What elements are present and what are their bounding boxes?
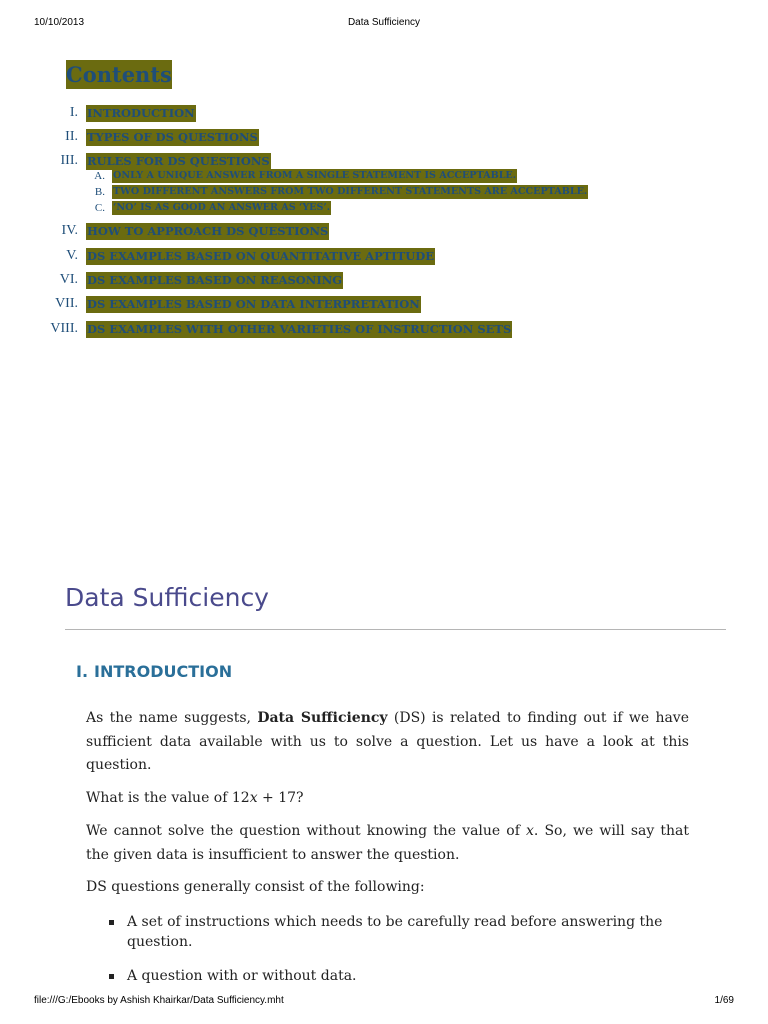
toc-subitem-letter: A. bbox=[94, 170, 105, 182]
section-heading bbox=[76, 660, 232, 684]
toc-item bbox=[0, 245, 768, 267]
list-item bbox=[86, 966, 689, 986]
toc-item bbox=[0, 102, 768, 124]
toc-link-two-different-answers[interactable]: TWO DIFFERENT ANSWERS FROM TWO DIFFERENT STATEMENTS ARE ACCEPTABLE. bbox=[113, 186, 588, 197]
bullet-text: A question with or without data. bbox=[127, 968, 357, 984]
intro-bold-term: Data Sufficiency bbox=[257, 710, 388, 726]
toc-link-unique-answer[interactable]: ONLY A UNIQUE ANSWER FROM A SINGLE STATEMENT IS ACCEPTABLE. bbox=[113, 170, 517, 181]
document-title: Data Sufficiency bbox=[65, 583, 269, 612]
toc-heading: Contents bbox=[66, 62, 172, 87]
intro-paragraph bbox=[86, 707, 689, 778]
intro-text-end: (DS) is related to finding out if we have sufficient data available with us to solve a question. Let us have a look at this question. bbox=[86, 710, 690, 773]
toc-link-reasoning[interactable]: DS EXAMPLES BASED ON REASONING bbox=[87, 273, 343, 287]
toc-subitem bbox=[0, 184, 768, 200]
print-page-number: 1/69 bbox=[714, 995, 734, 1006]
print-file-path: file:///G:/Ebooks by Ashish Khairkar/Data Sufficiency.mht bbox=[34, 995, 284, 1006]
toc-link-quantitative-aptitude[interactable]: DS EXAMPLES BASED ON QUANTITATIVE APTITUDE bbox=[87, 249, 434, 263]
toc-item bbox=[0, 220, 768, 242]
toc-item bbox=[0, 269, 768, 291]
print-title: Data Sufficiency bbox=[347, 17, 421, 28]
toc-item-number: VI. bbox=[59, 272, 78, 287]
question-paragraph bbox=[86, 787, 689, 811]
bullet-square-icon bbox=[109, 974, 114, 979]
print-footer bbox=[0, 995, 768, 1011]
print-header bbox=[0, 17, 768, 33]
toc-item-number: IV. bbox=[61, 223, 78, 238]
toc-item-number: V. bbox=[66, 248, 78, 263]
toc-link-how-to-approach[interactable]: HOW TO APPROACH DS QUESTIONS bbox=[87, 224, 329, 238]
toc-item bbox=[0, 318, 768, 340]
question-text-start: What is the value of 12 bbox=[86, 790, 250, 806]
toc-item-number: VIII. bbox=[50, 321, 78, 336]
title-divider bbox=[65, 629, 726, 630]
toc-item bbox=[0, 293, 768, 315]
print-date: 10/10/2013 bbox=[34, 17, 85, 28]
toc-subitem-letter: C. bbox=[94, 202, 105, 214]
toc-link-rules-for-ds-questions[interactable]: RULES FOR DS QUESTIONS bbox=[87, 154, 270, 168]
insufficient-text-start: We cannot solve the question without knowing the value of bbox=[86, 823, 526, 839]
toc-item-number: II. bbox=[65, 129, 78, 144]
toc-subitem bbox=[0, 168, 768, 184]
toc-item bbox=[0, 126, 768, 148]
toc-subitem bbox=[0, 200, 768, 216]
insufficient-variable: x bbox=[526, 823, 534, 839]
section-title: INTRODUCTION bbox=[94, 662, 233, 681]
toc-link-introduction[interactable]: INTRODUCTION bbox=[87, 106, 195, 120]
question-variable: x bbox=[249, 790, 258, 806]
intro-text-start: As the name suggests, bbox=[86, 710, 258, 726]
toc-item-number: VII. bbox=[55, 296, 78, 311]
insufficient-text-end: . So, we will say that the given data is insufficient to answer the question. bbox=[86, 823, 689, 863]
toc-item-number: III. bbox=[60, 153, 78, 168]
toc-subitem-letter: B. bbox=[94, 186, 105, 198]
toc-link-data-interpretation[interactable]: DS EXAMPLES BASED ON DATA INTERPRETATION bbox=[87, 297, 420, 311]
list-item bbox=[86, 912, 689, 952]
insufficient-paragraph bbox=[86, 820, 689, 867]
consist-paragraph: DS questions generally consist of the following: bbox=[86, 879, 425, 895]
toc-link-no-is-as-good-as-yes[interactable]: ‘NO’ IS AS GOOD AN ANSWER AS ‘YES’. bbox=[113, 202, 331, 213]
bullet-list bbox=[86, 912, 689, 1000]
toc-link-instruction-sets[interactable]: DS EXAMPLES WITH OTHER VARIETIES OF INSTRUCTION SETS bbox=[87, 322, 512, 336]
toc-link-types-of-ds-questions[interactable]: TYPES OF DS QUESTIONS bbox=[87, 130, 258, 144]
bullet-text: A set of instructions which needs to be carefully read before answering the question. bbox=[127, 914, 663, 950]
section-number: I. bbox=[76, 662, 89, 681]
bullet-square-icon bbox=[109, 920, 114, 925]
toc-item-number: I. bbox=[69, 105, 78, 120]
question-text-end: + 17? bbox=[257, 790, 304, 806]
